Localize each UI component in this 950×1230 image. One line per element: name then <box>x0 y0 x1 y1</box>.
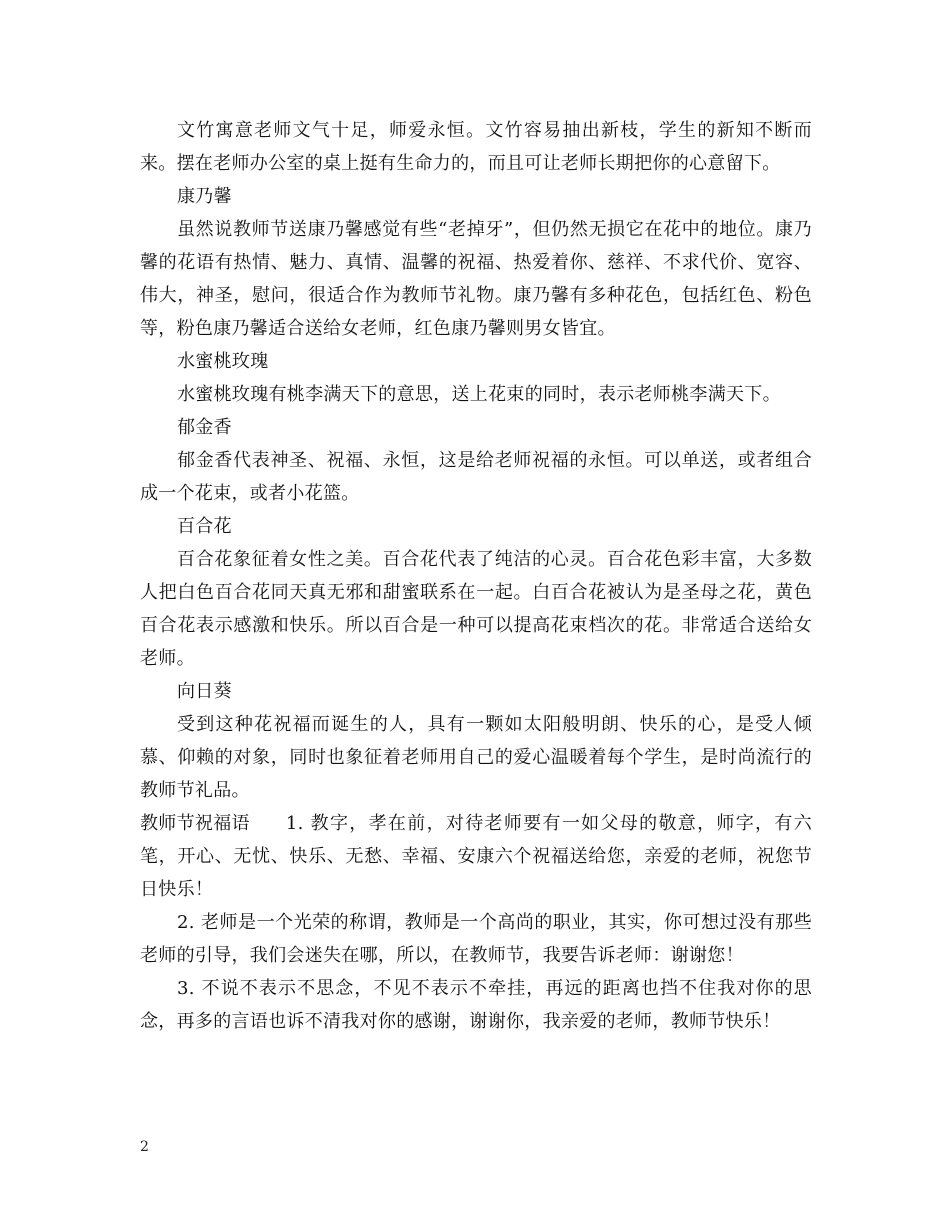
document-body <box>140 114 812 1038</box>
paragraph-lily: 百合花象征着女性之美。百合花代表了纯洁的心灵。百合花色彩丰富，大多数人把白色百合花同天真无邪和甜蜜联系在一起。白百合花被认为是圣母之花，黄色百合花表示感激和快乐。所以百合是一种可以提高花束档次的花。非常适合送给女老师。 <box>140 549 812 669</box>
paragraph-peach-rose: 水蜜桃玫瑰有桃李满天下的意思，送上花束的同时，表示老师桃李满天下。 <box>177 384 781 405</box>
heading-lily: 百合花 <box>177 516 232 537</box>
heading-carnation: 康乃馨 <box>177 186 232 207</box>
heading-peach-rose: 水蜜桃玫瑰 <box>177 351 269 372</box>
paragraph-wenzhu: 文竹寓意老师文气十足，师爱永恒。文竹容易抽出新枝，学生的新知不断而来。摆在老师办公室的桌上挺有生命力的，而且可让老师长期把你的心意留下。 <box>140 120 812 174</box>
paragraph-tulip: 郁金香代表神圣、祝福、永恒，这是给老师祝福的永恒。可以单送，或者组合成一个花束，或者小花篮。 <box>140 450 812 504</box>
blessing-third: 3. 不说不表示不思念，不见不表示不牵挂，再远的距离也挡不住我对你的思念，再多的言语也诉不清我对你的感谢，谢谢你，我亲爱的老师，教师节快乐！ <box>140 978 812 1032</box>
blessing-second: 2. 老师是一个光荣的称谓，教师是一个高尚的职业，其实，你可想过没有那些老师的引导，我们会迷失在哪，所以，在教师节，我要告诉老师：谢谢您！ <box>140 912 812 966</box>
page-number: 2 <box>140 1139 149 1155</box>
paragraph-carnation: 虽然说教师节送康乃馨感觉有些“老掉牙”，但仍然无损它在花中的地位。康乃馨的花语有热情、魅力、真情、温馨的祝福、热爱着你、慈祥、不求代价、宽容、伟大，神圣，慰问，很适合作为教师节礼物。康乃馨有多种花色，包括红色、粉色等，粉色康乃馨适合送给女老师，红色康乃馨则男女皆宜。 <box>140 219 812 339</box>
blessings-label: 教师节祝福语 <box>140 813 250 834</box>
heading-sunflower: 向日葵 <box>177 681 232 702</box>
blessing-first-text: 1. 教字，孝在前，对待老师要有一如父母的敬意，师字，有六笔，开心、无忧、快乐、无愁、幸福、安康六个祝福送给您，亲爱的老师，祝您节日快乐！ <box>140 813 812 900</box>
heading-tulip: 郁金香 <box>177 417 232 438</box>
paragraph-sunflower: 受到这种花祝福而诞生的人，具有一颗如太阳般明朗、快乐的心，是受人倾慕、仰赖的对象，同时也象征着老师用自己的爱心温暖着每个学生，是时尚流行的教师节礼品。 <box>140 714 812 801</box>
blessing-first <box>140 807 812 906</box>
